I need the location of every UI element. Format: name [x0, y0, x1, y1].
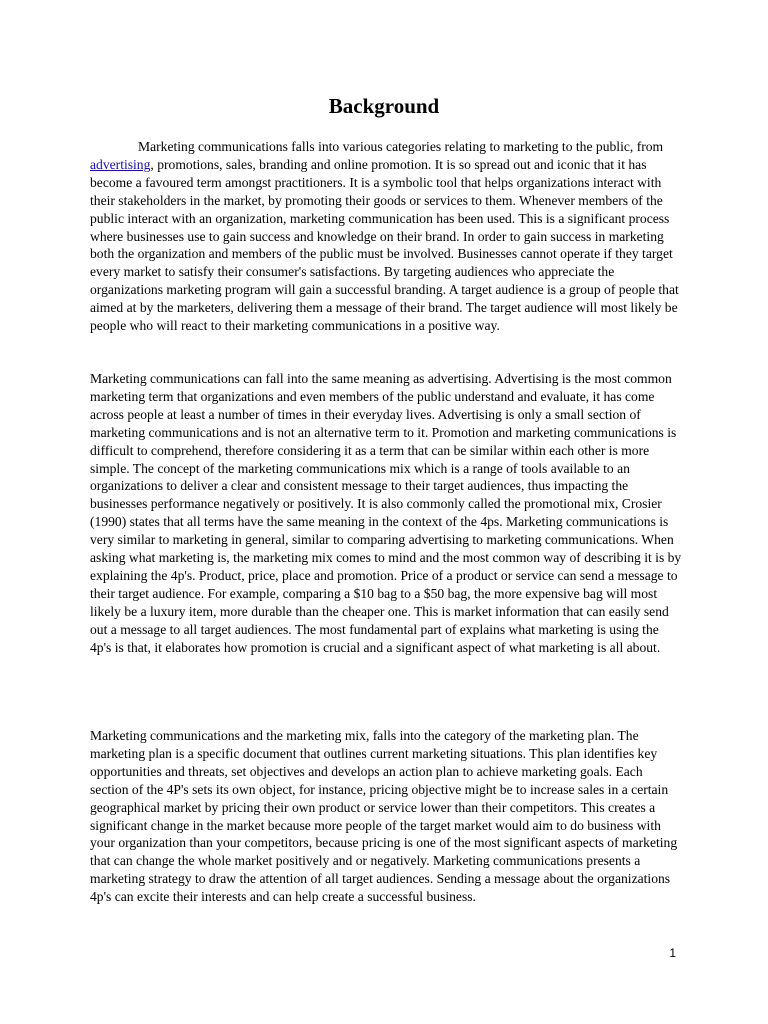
paragraph-3: Marketing communications and the marketing mix, falls into the category of the marketing plan. The marketing plan is a specific document that outlines current marketing situations. This plan identifies key opportunities and threats, set objectives and develops an action plan to achieve marketing goals. Each section of the 4P's sets its own object, for instance, pricing objective might be to increase sales in a certain geographical market by pricing their own product or service lower than their competitors. This creates a significant change in the market because more people of the target market would aim to do business with your organization than your competitors, because pricing is one of the most significant aspects of marketing that can change the whole market positively and or negatively. Marketing communications presents a marketing strategy to draw the attention of all target audiences. Sending a message about the organizations 4p's can excite their interests and can help create a successful business. [90, 728, 678, 905]
advertising-link[interactable]: advertising [90, 156, 151, 172]
page-number: 1 [669, 946, 676, 960]
paragraph-1-text-after-link: , promotions, sales, branding and online promotion. It is so spread out and iconic that it has become a favoured term amongst practitioners. It is a symbolic tool that helps organizations interact with their stakeholders in the market, by promoting their goods or services to them. Whenever members of the public interact with an organization, marketing communication has been used. This is a significant process where businesses use to gain success and knowledge on their brand. In order to gain success in marketing both the organization and members of the public must be involved. Businesses cannot operate if they target every market to satisfy their consumer's satisfactions. By targeting audiences who appreciate the organizations marketing program will gain a successful branding. A target audience is a group of people that aimed at by the marketers, delivering them a message of their brand. The target audience will most likely be people who will react to their marketing communications in a positive way. [90, 156, 679, 334]
paragraph-1 [90, 138, 682, 335]
page-title: Background [328, 94, 440, 118]
paragraph-1-text-before-link: Marketing communications falls into various categories relating to marketing to the public, from [138, 139, 664, 154]
paragraph-2: Marketing communications can fall into the same meaning as advertising. Advertising is the most common marketing term that organizations and even members of the public understand and evaluate, it has come across people at least a number of times in their everyday lives. Advertising is only a small section of marketing communications and is not an alternative term to it. Promotion and marketing communications is difficult to comprehend, therefore considering it as a term that can be similar within each other is more simple. The concept of the marketing communications mix which is a range of tools available to an organizations to deliver a clear and consistent message to their target audiences, thus impacting the businesses performance negatively or positively. It is also commonly called the promotional mix, Crosier (1990) states that all terms have the same meaning in the context of the 4ps. Marketing communications is very similar to marketing in general, similar to comparing advertising to marketing communications. When asking what marketing is, the marketing mix comes to mind and the most common way of describing it is by explaining the 4p's. Product, price, place and promotion. Price of a product or service can send a message to their target audience. For example, comparing a $10 bag to a $50 bag, the more expensive bag will most likely be a luxury item, more durable than the cheaper one. This is market information that can easily send out a message to all target audiences. The most fundamental part of explains what marketing is using the 4p's is that, it elaborates how promotion is crucial and a significant aspect of what marketing is all about. [90, 371, 682, 655]
